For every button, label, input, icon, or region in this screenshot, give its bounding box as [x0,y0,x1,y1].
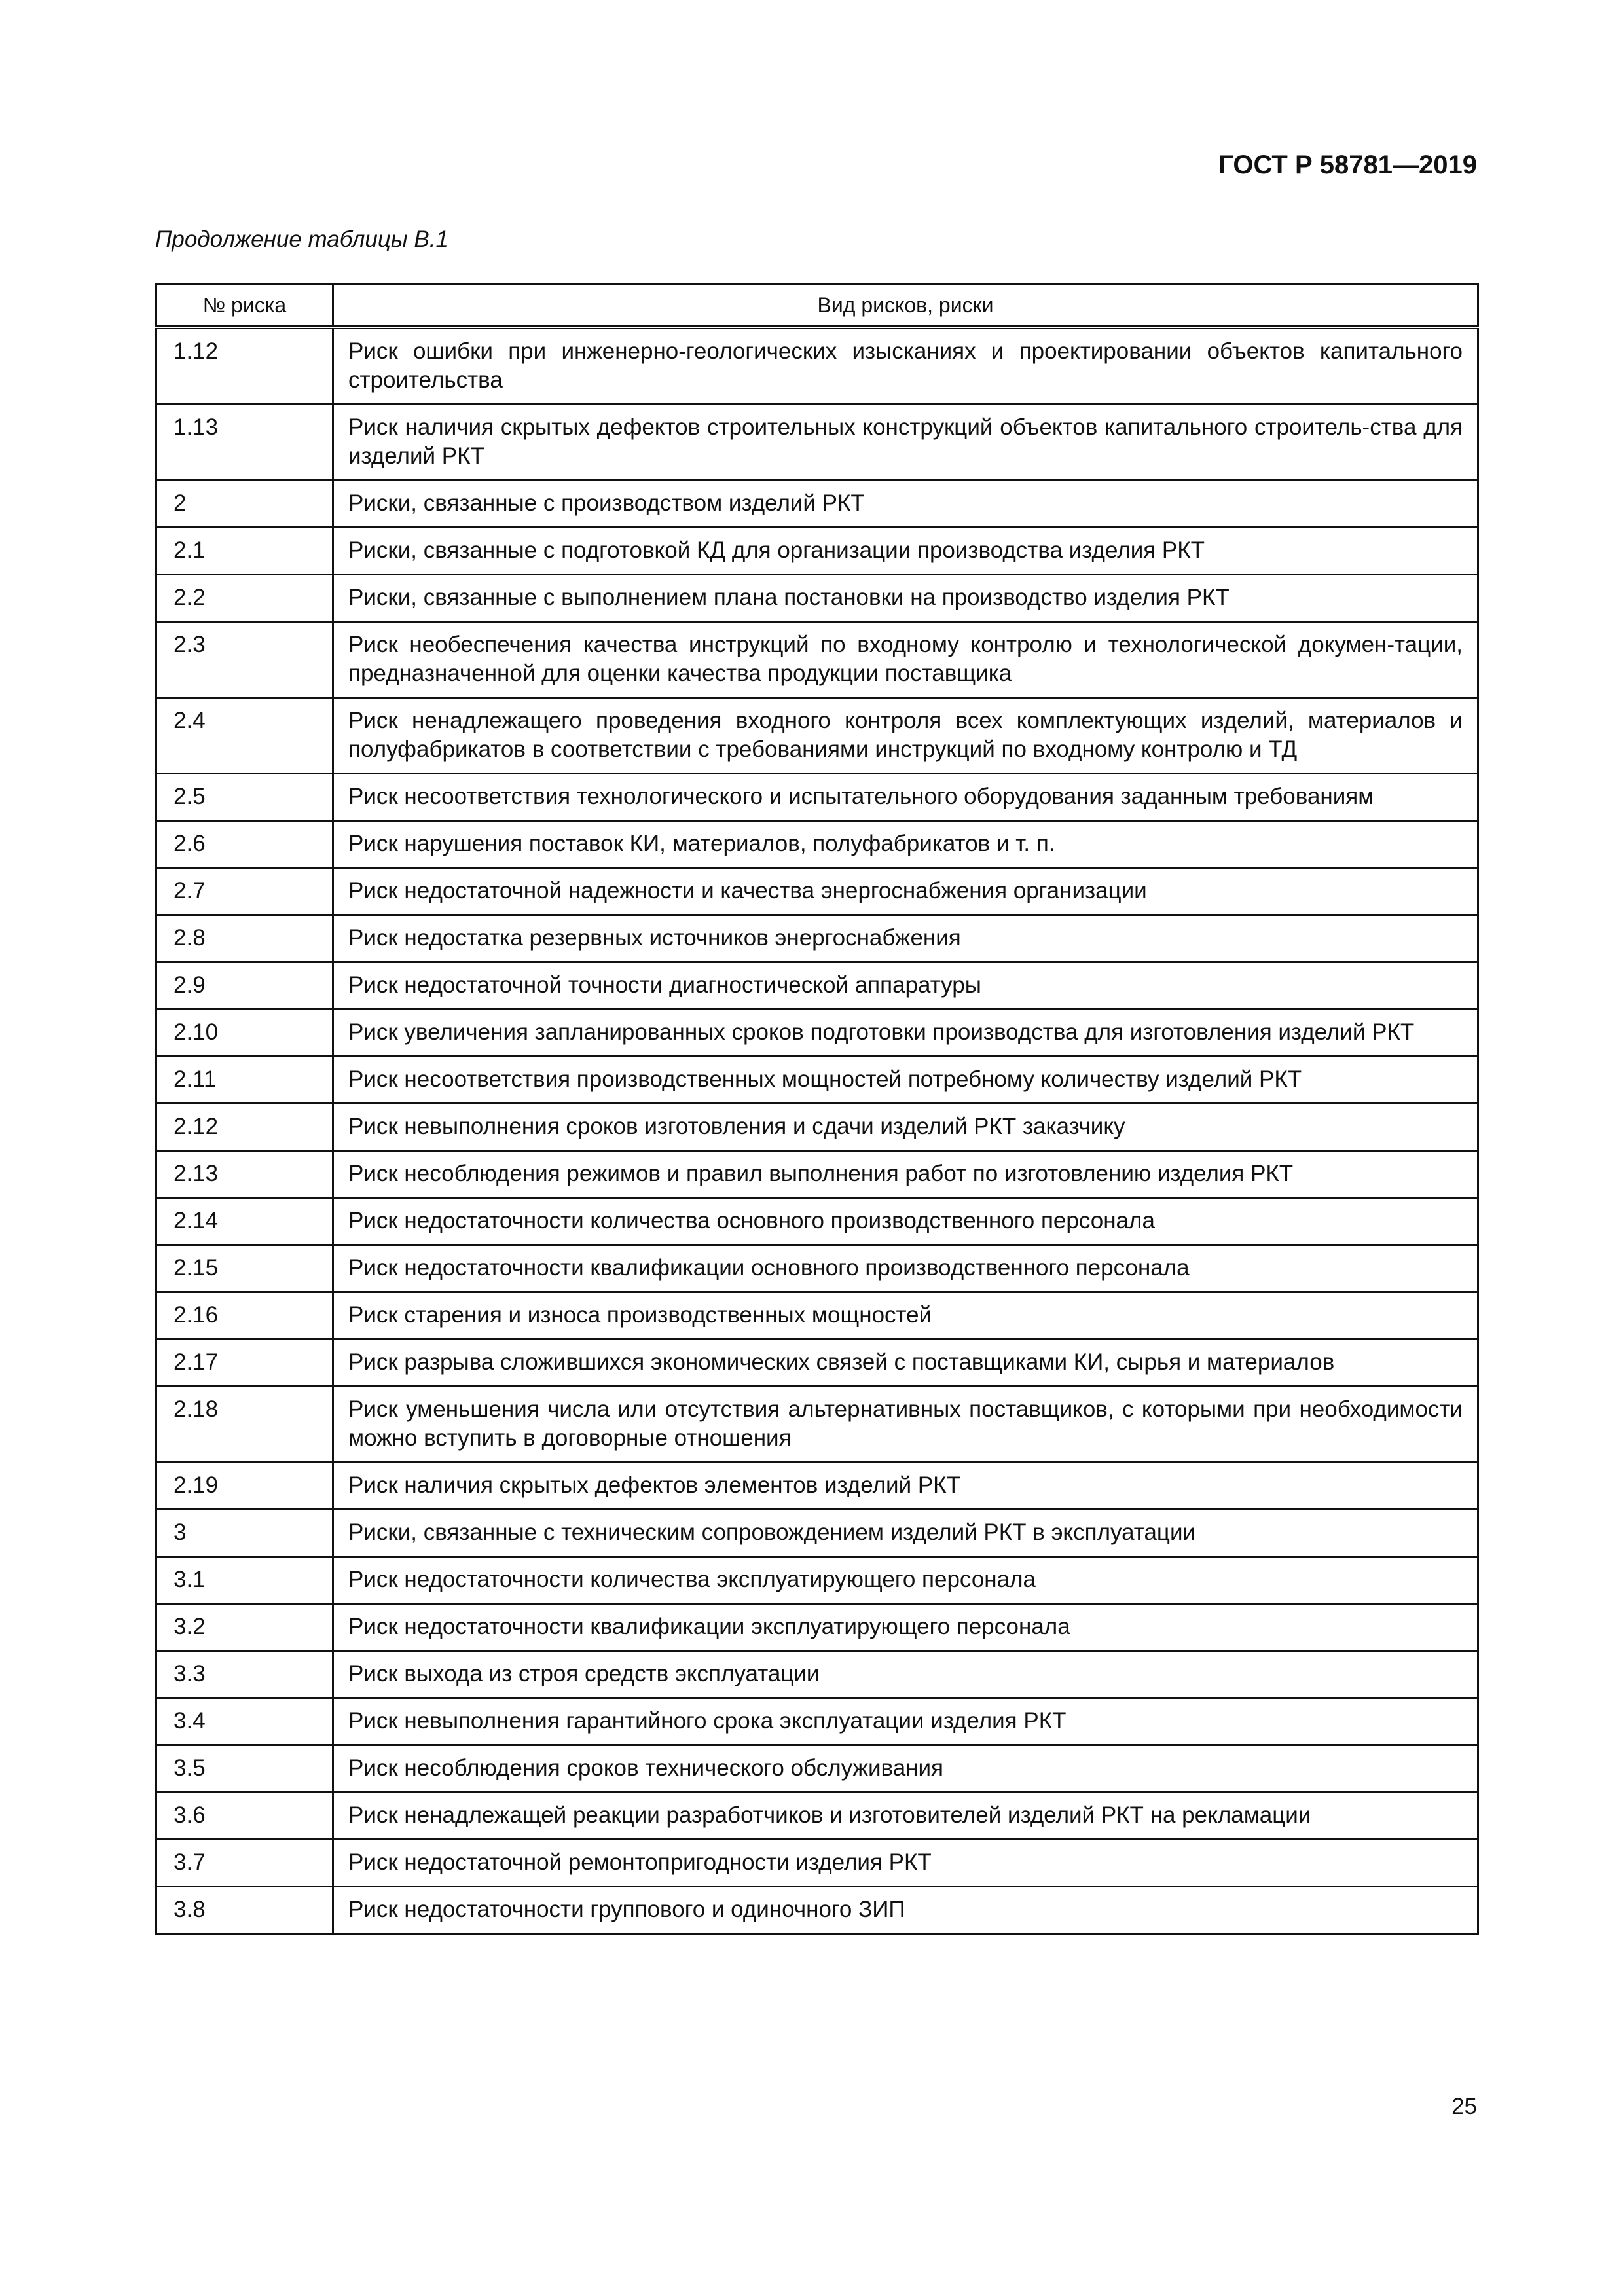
table-row [156,1245,1478,1292]
risk-number: 2.9 [156,962,333,1010]
risk-description: Риск невыполнения гарантийного срока эксплуатации изделия РКТ [333,1698,1478,1745]
risk-number: 2.10 [156,1010,333,1057]
risk-number: 2.3 [156,622,333,698]
risk-description: Риск несоответствия производственных мощностей потребному количеству изделий РКТ [333,1057,1478,1104]
table-row [156,575,1478,622]
risk-description: Риски, связанные с техническим сопровождением изделий РКТ в эксплуатации [333,1510,1478,1557]
risk-description: Риск недостатка резервных источников энергоснабжения [333,915,1478,962]
table-row [156,915,1478,962]
risk-description: Риск недостаточности квалификации эксплуатирующего персонала [333,1604,1478,1651]
risk-description: Риски, связанные с подготовкой КД для организации производства изделия РКТ [333,528,1478,575]
risk-number: 2.2 [156,575,333,622]
risk-number: 2.16 [156,1292,333,1339]
risk-description: Риск несоблюдения режимов и правил выполнения работ по изготовлению изделия РКТ [333,1151,1478,1198]
table-row [156,1698,1478,1745]
risk-description: Риск недостаточности квалификации основного производственного персонала [333,1245,1478,1292]
risk-description: Риск недостаточной точности диагностической аппаратуры [333,962,1478,1010]
table-row [156,1651,1478,1698]
page-number: 25 [1451,2094,1477,2119]
table-row [156,774,1478,821]
risk-number: 1.12 [156,327,333,405]
risk-description: Риск уменьшения числа или отсутствия альтернативных поставщиков, с которыми при необходимости можно вступить в договорные отношения [333,1387,1478,1463]
table-row [156,1604,1478,1651]
risk-number: 2.19 [156,1463,333,1510]
table-row [156,1887,1478,1934]
table-body [156,327,1478,1934]
risk-description: Риск ошибки при инженерно-геологических изысканиях и проектировании объектов капитального строительства [333,327,1478,405]
risk-number: 3.4 [156,1698,333,1745]
table-row [156,1840,1478,1887]
table-row [156,1151,1478,1198]
table-header-row [156,284,1478,328]
risk-description: Риск наличия скрытых дефектов элементов изделий РКТ [333,1463,1478,1510]
risk-number: 2.1 [156,528,333,575]
risk-description: Риск ненадлежащей реакции разработчиков и изготовителей изделий РКТ на рекламации [333,1793,1478,1840]
risk-number: 2.4 [156,698,333,774]
risk-description: Риск необеспечения качества инструкций по входному контролю и технологической докумен-тации, предназначенной для оценки качества продукции поставщика [333,622,1478,698]
risk-description: Риск недостаточности количества эксплуатирующего персонала [333,1557,1478,1604]
column-header-risk-number: № риска [156,284,333,328]
risk-description: Риск разрыва сложившихся экономических связей с поставщиками КИ, сырья и материалов [333,1339,1478,1387]
risk-number: 2.12 [156,1104,333,1151]
risk-number: 3.7 [156,1840,333,1887]
table-row [156,1339,1478,1387]
table-row [156,1463,1478,1510]
risk-number: 2.6 [156,821,333,868]
table-row [156,405,1478,481]
table-row [156,1292,1478,1339]
table-row [156,622,1478,698]
table-row [156,1104,1478,1151]
risk-table [155,283,1479,1935]
risk-number: 2.7 [156,868,333,915]
risk-description: Риск ненадлежащего проведения входного контроля всех комплектующих изделий, материалов и полуфабрикатов в соответствии с требованиями инструкций по входному контролю и ТД [333,698,1478,774]
table-row [156,1010,1478,1057]
table-row [156,1057,1478,1104]
risk-number: 2.8 [156,915,333,962]
risk-number: 2.13 [156,1151,333,1198]
table-row [156,1557,1478,1604]
risk-description: Риск недостаточности количества основного производственного персонала [333,1198,1478,1245]
risk-number: 2.15 [156,1245,333,1292]
risk-description: Риск недостаточности группового и одиночного ЗИП [333,1887,1478,1934]
risk-number: 3.8 [156,1887,333,1934]
table-row [156,821,1478,868]
risk-description: Риски, связанные с производством изделий РКТ [333,481,1478,528]
risk-number: 1.13 [156,405,333,481]
risk-number: 3.1 [156,1557,333,1604]
risk-number: 3.3 [156,1651,333,1698]
risk-number: 2.18 [156,1387,333,1463]
risk-number: 3.6 [156,1793,333,1840]
risk-number: 2.5 [156,774,333,821]
table-row [156,868,1478,915]
table-row [156,962,1478,1010]
table-row [156,528,1478,575]
table-row [156,481,1478,528]
risk-description: Риск недостаточной ремонтопригодности изделия РКТ [333,1840,1478,1887]
risk-description: Риски, связанные с выполнением плана постановки на производство изделия РКТ [333,575,1478,622]
risk-number: 3 [156,1510,333,1557]
risk-description: Риск невыполнения сроков изготовления и сдачи изделий РКТ заказчику [333,1104,1478,1151]
table-caption: Продолжение таблицы В.1 [155,227,448,252]
risk-number: 3.5 [156,1745,333,1793]
risk-number: 2.11 [156,1057,333,1104]
risk-number: 2.14 [156,1198,333,1245]
risk-description: Риск несоответствия технологического и испытательного оборудования заданным требованиям [333,774,1478,821]
document-code: ГОСТ Р 58781—2019 [1218,151,1477,179]
risk-description: Риск недостаточной надежности и качества энергоснабжения организации [333,868,1478,915]
table-row [156,1387,1478,1463]
table-row [156,1510,1478,1557]
risk-description: Риск выхода из строя средств эксплуатации [333,1651,1478,1698]
table-row [156,1793,1478,1840]
table-row [156,698,1478,774]
risk-number: 2 [156,481,333,528]
table-row [156,1198,1478,1245]
table-row [156,1745,1478,1793]
risk-description: Риск наличия скрытых дефектов строительных конструкций объектов капитального строитель-ства для изделий РКТ [333,405,1478,481]
risk-description: Риск нарушения поставок КИ, материалов, полуфабрикатов и т. п. [333,821,1478,868]
risk-description: Риск увеличения запланированных сроков подготовки производства для изготовления изделий РКТ [333,1010,1478,1057]
risk-description: Риск старения и износа производственных мощностей [333,1292,1478,1339]
risk-number: 2.17 [156,1339,333,1387]
table-row [156,327,1478,405]
risk-description: Риск несоблюдения сроков технического обслуживания [333,1745,1478,1793]
risk-number: 3.2 [156,1604,333,1651]
column-header-risk-type: Вид рисков, риски [333,284,1478,328]
